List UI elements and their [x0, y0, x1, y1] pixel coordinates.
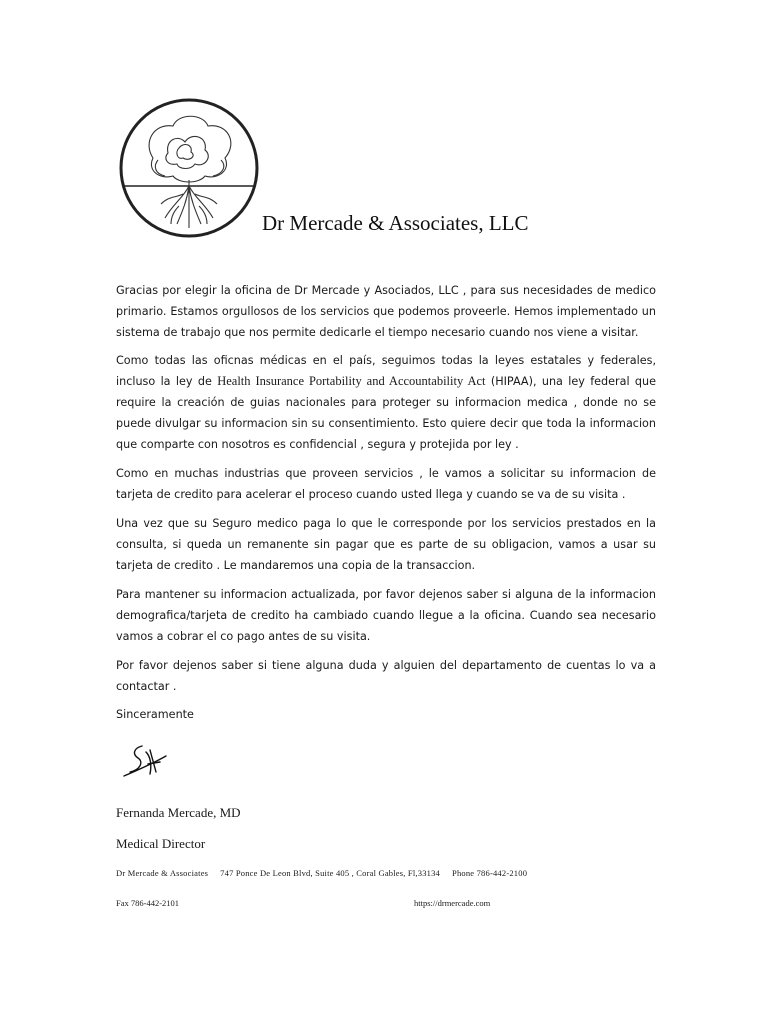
footer-fax: Fax 786-442-2101	[116, 898, 180, 908]
footer-contact-line	[116, 868, 527, 878]
paragraph-insurance: Una vez que su Seguro medico paga lo que le corresponde por los servicios prestados en la consulta, si queda un remanente sin pagar que es parte de su obligacion, vamos a usar su tarjeta de credito . Le mandaremos una copia de la transaccion.	[116, 517, 656, 572]
paragraph-hipaa	[116, 350, 656, 455]
paragraph-questions: Por favor dejenos saber si tiene alguna duda y alguien del departamento de cuentas lo va a contactar .	[116, 659, 656, 693]
paragraph-update-info: Para mantener su informacion actualizada, por favor dejenos saber si alguna de la informacion demografica/tarjeta de credito ha cambiado cuando llegue a la oficina. Cuando sea necesario vamos a cobrar el co pago antes de su visita.	[116, 588, 656, 643]
company-name: Dr Mercade & Associates, LLC	[262, 211, 529, 235]
signer-name: Fernanda Mercade, MD	[116, 805, 241, 820]
paragraph-hipaa-intro: Como todas las oficnas médicas en el país, seguimos todas la leyes estatales y federales, incluso la ley de	[116, 354, 656, 388]
paragraph-hipaa-rest: (HIPAA), una ley federal que require la creación de guias nacionales para proteger su informacion medica , donde no se puede divulgar su informacion sin su consentimiento. Esto quiere decir que toda la informacion que comparte con nosotros es confidencial , segura y protejida por ley .	[116, 375, 656, 451]
paragraph-credit-card: Como en muchas industrias que proveen servicios , le vamos a solicitar su informacion de tarjeta de credito para acelerar el proceso cuando usted llega y cuando se va de su visita .	[116, 467, 656, 501]
footer-company: Dr Mercade & Associates	[116, 868, 209, 878]
hipaa-act-name: Health Insurance Portability and Accountability Act	[217, 374, 486, 388]
closing: Sinceramente	[116, 708, 194, 721]
footer-phone: Phone 786-442-2100	[452, 868, 528, 878]
signature-icon	[120, 742, 172, 782]
signer-title: Medical Director	[116, 836, 206, 851]
paragraph-welcome: Gracias por elegir la oficina de Dr Mercade y Asociados, LLC , para sus necesidades de medico primario. Estamos orgullosos de los servicios que podemos proveerle. Hemos implementado un sistema de trabajo que nos permite dedicarle el tiempo necesario cuando nos viene a visitar.	[116, 284, 656, 339]
footer-address: 747 Ponce De Leon Blvd, Suite 405 , Coral Gables, Fl,33134	[220, 868, 441, 878]
tree-flower-logo-icon	[113, 98, 266, 238]
footer-website-link[interactable]: https://drmercade.com	[414, 898, 491, 908]
